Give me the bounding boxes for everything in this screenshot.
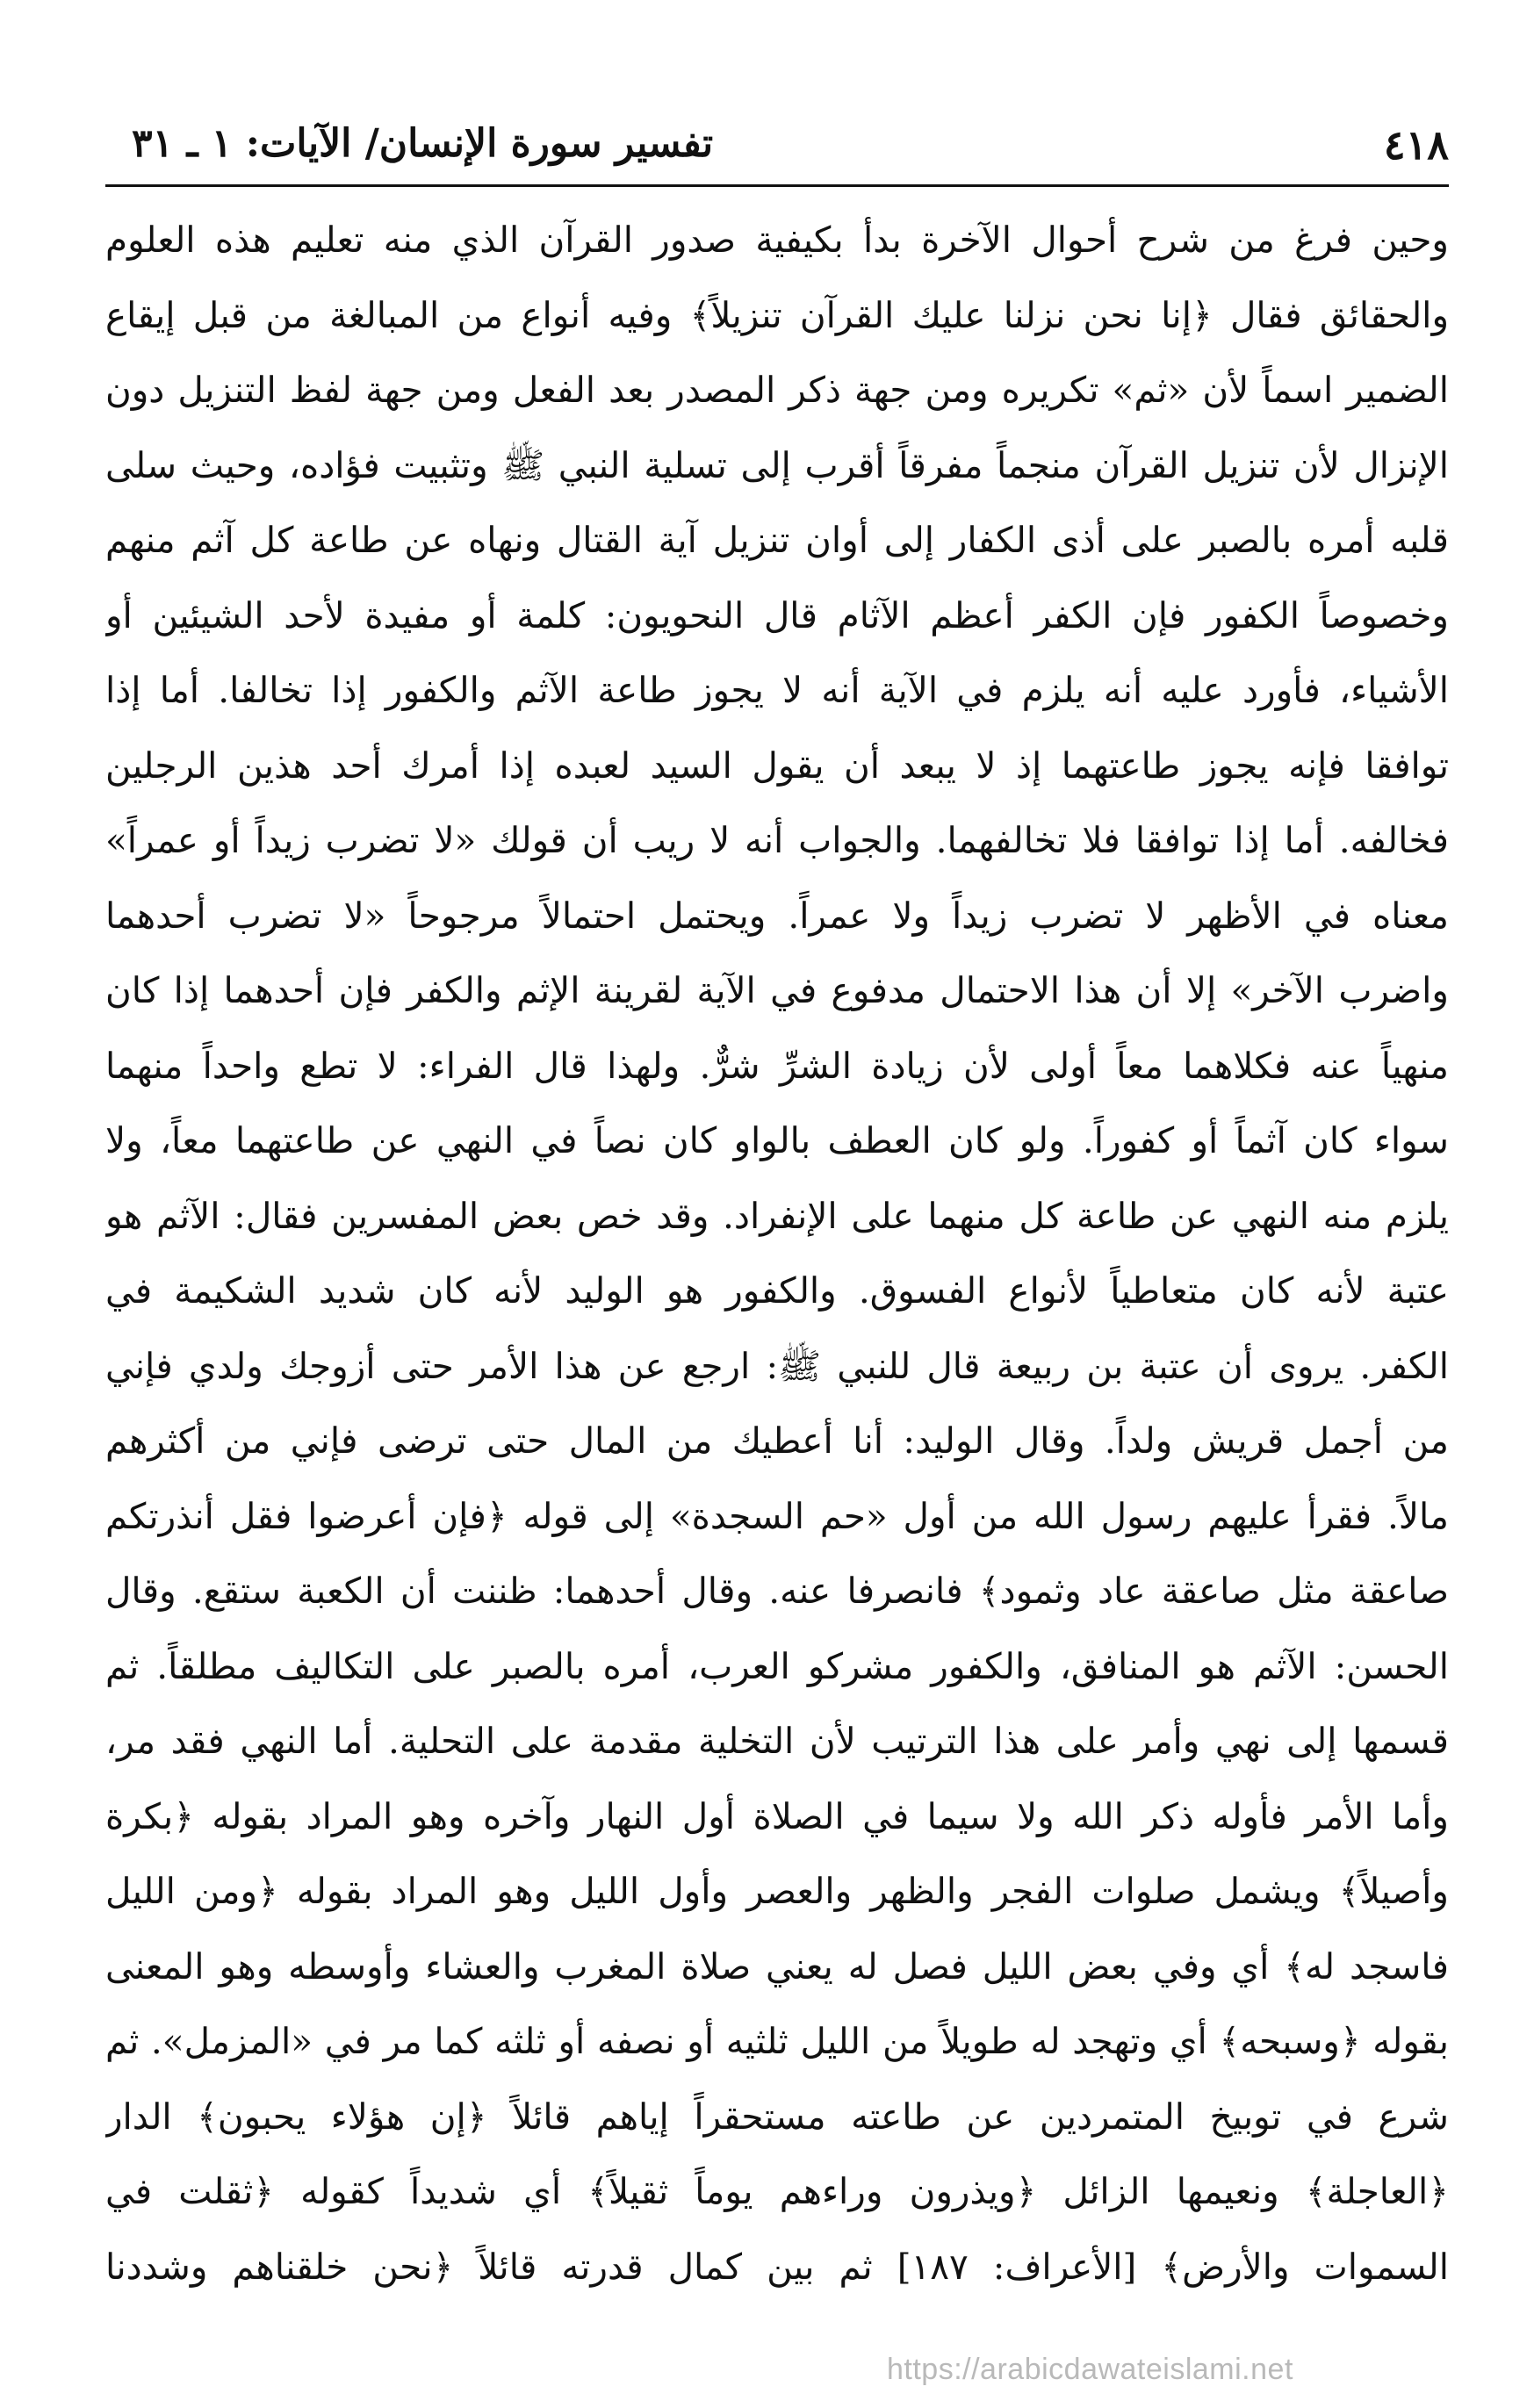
page-header [105, 114, 1449, 187]
text-line: مالاً. فقرأ عليهم رسول الله من أول «حم السجدة» إلى قوله ﴿فإن أعرضوا فقل أنذرتكم [105, 1494, 1449, 1537]
text-line: وحين فرغ من شرح أحوال الآخرة بدأ بكيفية صدور القرآن الذي منه تعليم هذه العلوم [105, 219, 1449, 261]
text-line: واضرب الآخر» إلا أن هذا الاحتمال مدفوع في الآية لقرينة الإثم والكفر فإن أحدهما إذا كان [105, 969, 1449, 1011]
text-line: ﴿العاجلة﴾ ونعيمها الزائل ﴿ويذرون وراءهم يوماً ثقيلاً﴾ أي شديداً كقوله ﴿ثقلت في [105, 2170, 1449, 2212]
text-line: والحقائق فقال ﴿إنا نحن نزلنا عليك القرآن تنزيلاً﴾ وفيه أنواع من المبالغة من قبل إيقاع [105, 293, 1449, 336]
text-line: فاسجد له﴾ أي وفي بعض الليل فصل له يعني صلاة المغرب والعشاء وأوسطه وهو المعنى [105, 1944, 1449, 1987]
text-line: صاعقة مثل صاعقة عاد وثمود﴾ فانصرفا عنه. وقال أحدهما: ظننت أن الكعبة ستقع. وقال [105, 1570, 1449, 1612]
text-line: وأما الأمر فأوله ذكر الله ولا سيما في الصلاة أول النهار وآخره وهو المراد بقوله ﴿بكرة [105, 1794, 1449, 1837]
text-line: الكفر. يروى أن عتبة بن ربيعة قال للنبي ﷺ: ارجع عن هذا الأمر حتى أزوجك ولدي فإني [105, 1344, 1449, 1387]
text-line: يلزم منه النهي عن طاعة كل منهما على الإنفراد. وقد خص بعض المفسرين فقال: الآثم هو [105, 1194, 1449, 1237]
text-line: معناه في الأظهر لا تضرب زيداً ولا عمراً. ويحتمل احتمالاً مرجوحاً «لا تضرب أحدهما [105, 894, 1449, 937]
book-page [105, 114, 1449, 2361]
text-line: الضمير اسماً لأن «ثم» تكريره ومن جهة ذكر المصدر بعد الفعل ومن جهة لفظ التنزيل دون [105, 369, 1449, 411]
text-line: منهياً عنه فكلاهما معاً أولى لأن زيادة الشرِّ شرٌّ. ولهذا قال الفراء: لا تطع واحداً منهما [105, 1044, 1449, 1087]
page-number: ٤١٨ [1383, 121, 1449, 169]
text-line: توافقا فإنه يجوز طاعتهما إذ لا يبعد أن يقول السيد لعبده إذا أمرك أحد هذين الرجلين [105, 744, 1449, 787]
body-text [105, 203, 1449, 2304]
text-line: وأصيلاً﴾ ويشمل صلوات الفجر والظهر والعصر وأول الليل وهو المراد بقوله ﴿ومن الليل [105, 1870, 1449, 1912]
text-line: فخالفه. أما إذا توافقا فلا تخالفهما. والجواب أنه لا ريب أن قولك «لا تضرب زيداً أو عمراً» [105, 819, 1449, 861]
text-line: الحسن: الآثم هو المنافق، والكفور مشركو العرب، أمره بالصبر على التكاليف مطلقاً. ثم [105, 1644, 1449, 1687]
text-line: من أجمل قريش ولداً. وقال الوليد: أنا أعطيك من المال حتى ترضى فإني من أكثرهم [105, 1420, 1449, 1462]
text-line: سواء كان آثماً أو كفوراً. ولو كان العطف بالواو كان نصاً في النهي عن طاعتهما معاً، ولا [105, 1119, 1449, 1161]
text-line: بقوله ﴿وسبحه﴾ أي وتهجد له طويلاً من الليل ثلثيه أو نصفه أو ثلثه كما مر في «المزمل». ثم [105, 2020, 1449, 2062]
text-line: شرع في توبيخ المتمردين عن طاعته مستحقراً إياهم قائلاً ﴿إن هؤلاء يحبون﴾ الدار [105, 2095, 1449, 2138]
text-line: قلبه أمره بالصبر على أذى الكفار إلى أوان تنزيل آية القتال ونهاه عن طاعة كل آثم منهم [105, 519, 1449, 561]
text-line: عتبة لأنه كان متعاطياً لأنواع الفسوق. والكفور هو الوليد لأنه كان شديد الشكيمة في [105, 1269, 1449, 1312]
running-title: تفسير سورة الإنسان/ الآيات: ١ ـ ٣١ [132, 121, 714, 166]
text-line: السموات والأرض﴾ [الأعراف: ١٨٧] ثم بين كمال قدرته قائلاً ﴿نحن خلقناهم وشددنا [105, 2245, 1449, 2288]
text-line: قسمها إلى نهي وأمر على هذا الترتيب لأن التخلية مقدمة على التحلية. أما النهي فقد مر، [105, 1720, 1449, 1762]
text-line: الأشياء، فأورد عليه أنه يلزم في الآية أنه لا يجوز طاعة الآثم والكفور إذا تخالفا. أما إذا [105, 669, 1449, 711]
watermark-url: https://arabicdawateislami.net [887, 2353, 1293, 2386]
text-line: وخصوصاً الكفور فإن الكفر أعظم الآثام قال النحويون: كلمة أو مفيدة لأحد الشيئين أو [105, 593, 1449, 636]
text-line: الإنزال لأن تنزيل القرآن منجماً مفرقاً أقرب إلى تسلية النبي ﷺ وتثبيت فؤاده، وحيث سلى [105, 443, 1449, 486]
